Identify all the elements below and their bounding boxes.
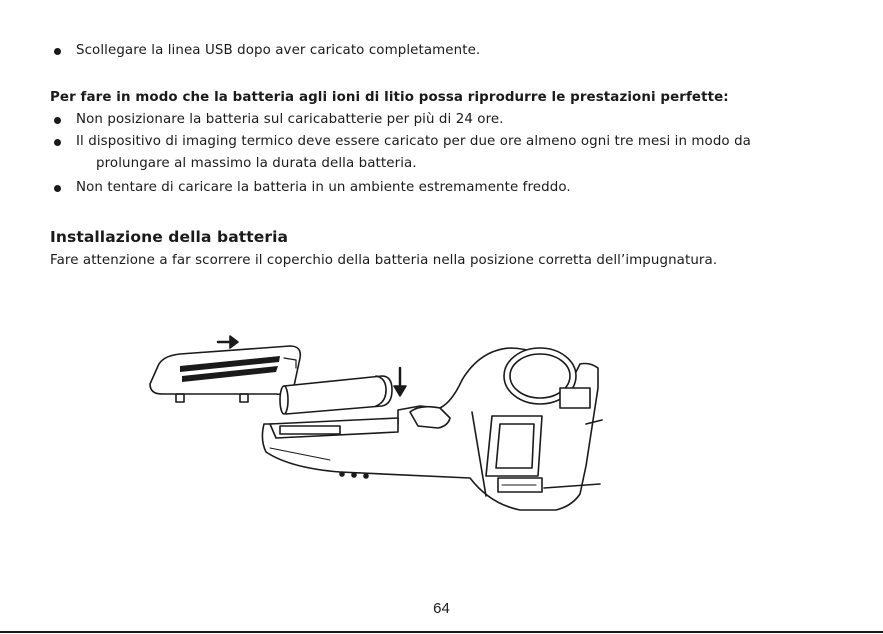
bullet-dot [54,117,61,124]
intro-bullet-text: Scollegare la linea USB dopo aver caricato completamente. [76,43,481,58]
performance-bullet-2: Il dispositivo di imaging termico deve essere caricato per due ore almeno ogni tre mesi in modo da [76,134,751,149]
performance-bullet-1: Non posizionare la batteria sul caricabatterie per più di 24 ore. [76,112,504,127]
slide-arrow-icon [218,336,238,348]
performance-bullet-3: Non tentare di caricare la batteria in un ambiente estremamente freddo. [76,180,571,195]
section-title: Installazione della batteria [50,228,289,246]
battery-cover [150,346,300,402]
thermal-imager-body [262,348,602,510]
bullet-dot [54,48,61,55]
footer-rule [0,631,883,633]
performance-bullet-2-continuation: prolungare al massimo la durata della batteria. [96,156,417,171]
battery-cell [280,376,392,414]
bullet-dot [54,185,61,192]
bullet-dot [54,139,61,146]
section-body: Fare attenzione a far scorrere il coperchio della batteria nella posizione corretta dell’impugnatura. [50,253,718,268]
page-number: 64 [433,600,450,617]
insert-arrow-icon [394,368,406,396]
performance-heading: Per fare in modo che la batteria agli ioni di litio possa riprodurre le prestazioni perfette: [50,90,729,105]
battery-installation-illustration [140,328,610,528]
